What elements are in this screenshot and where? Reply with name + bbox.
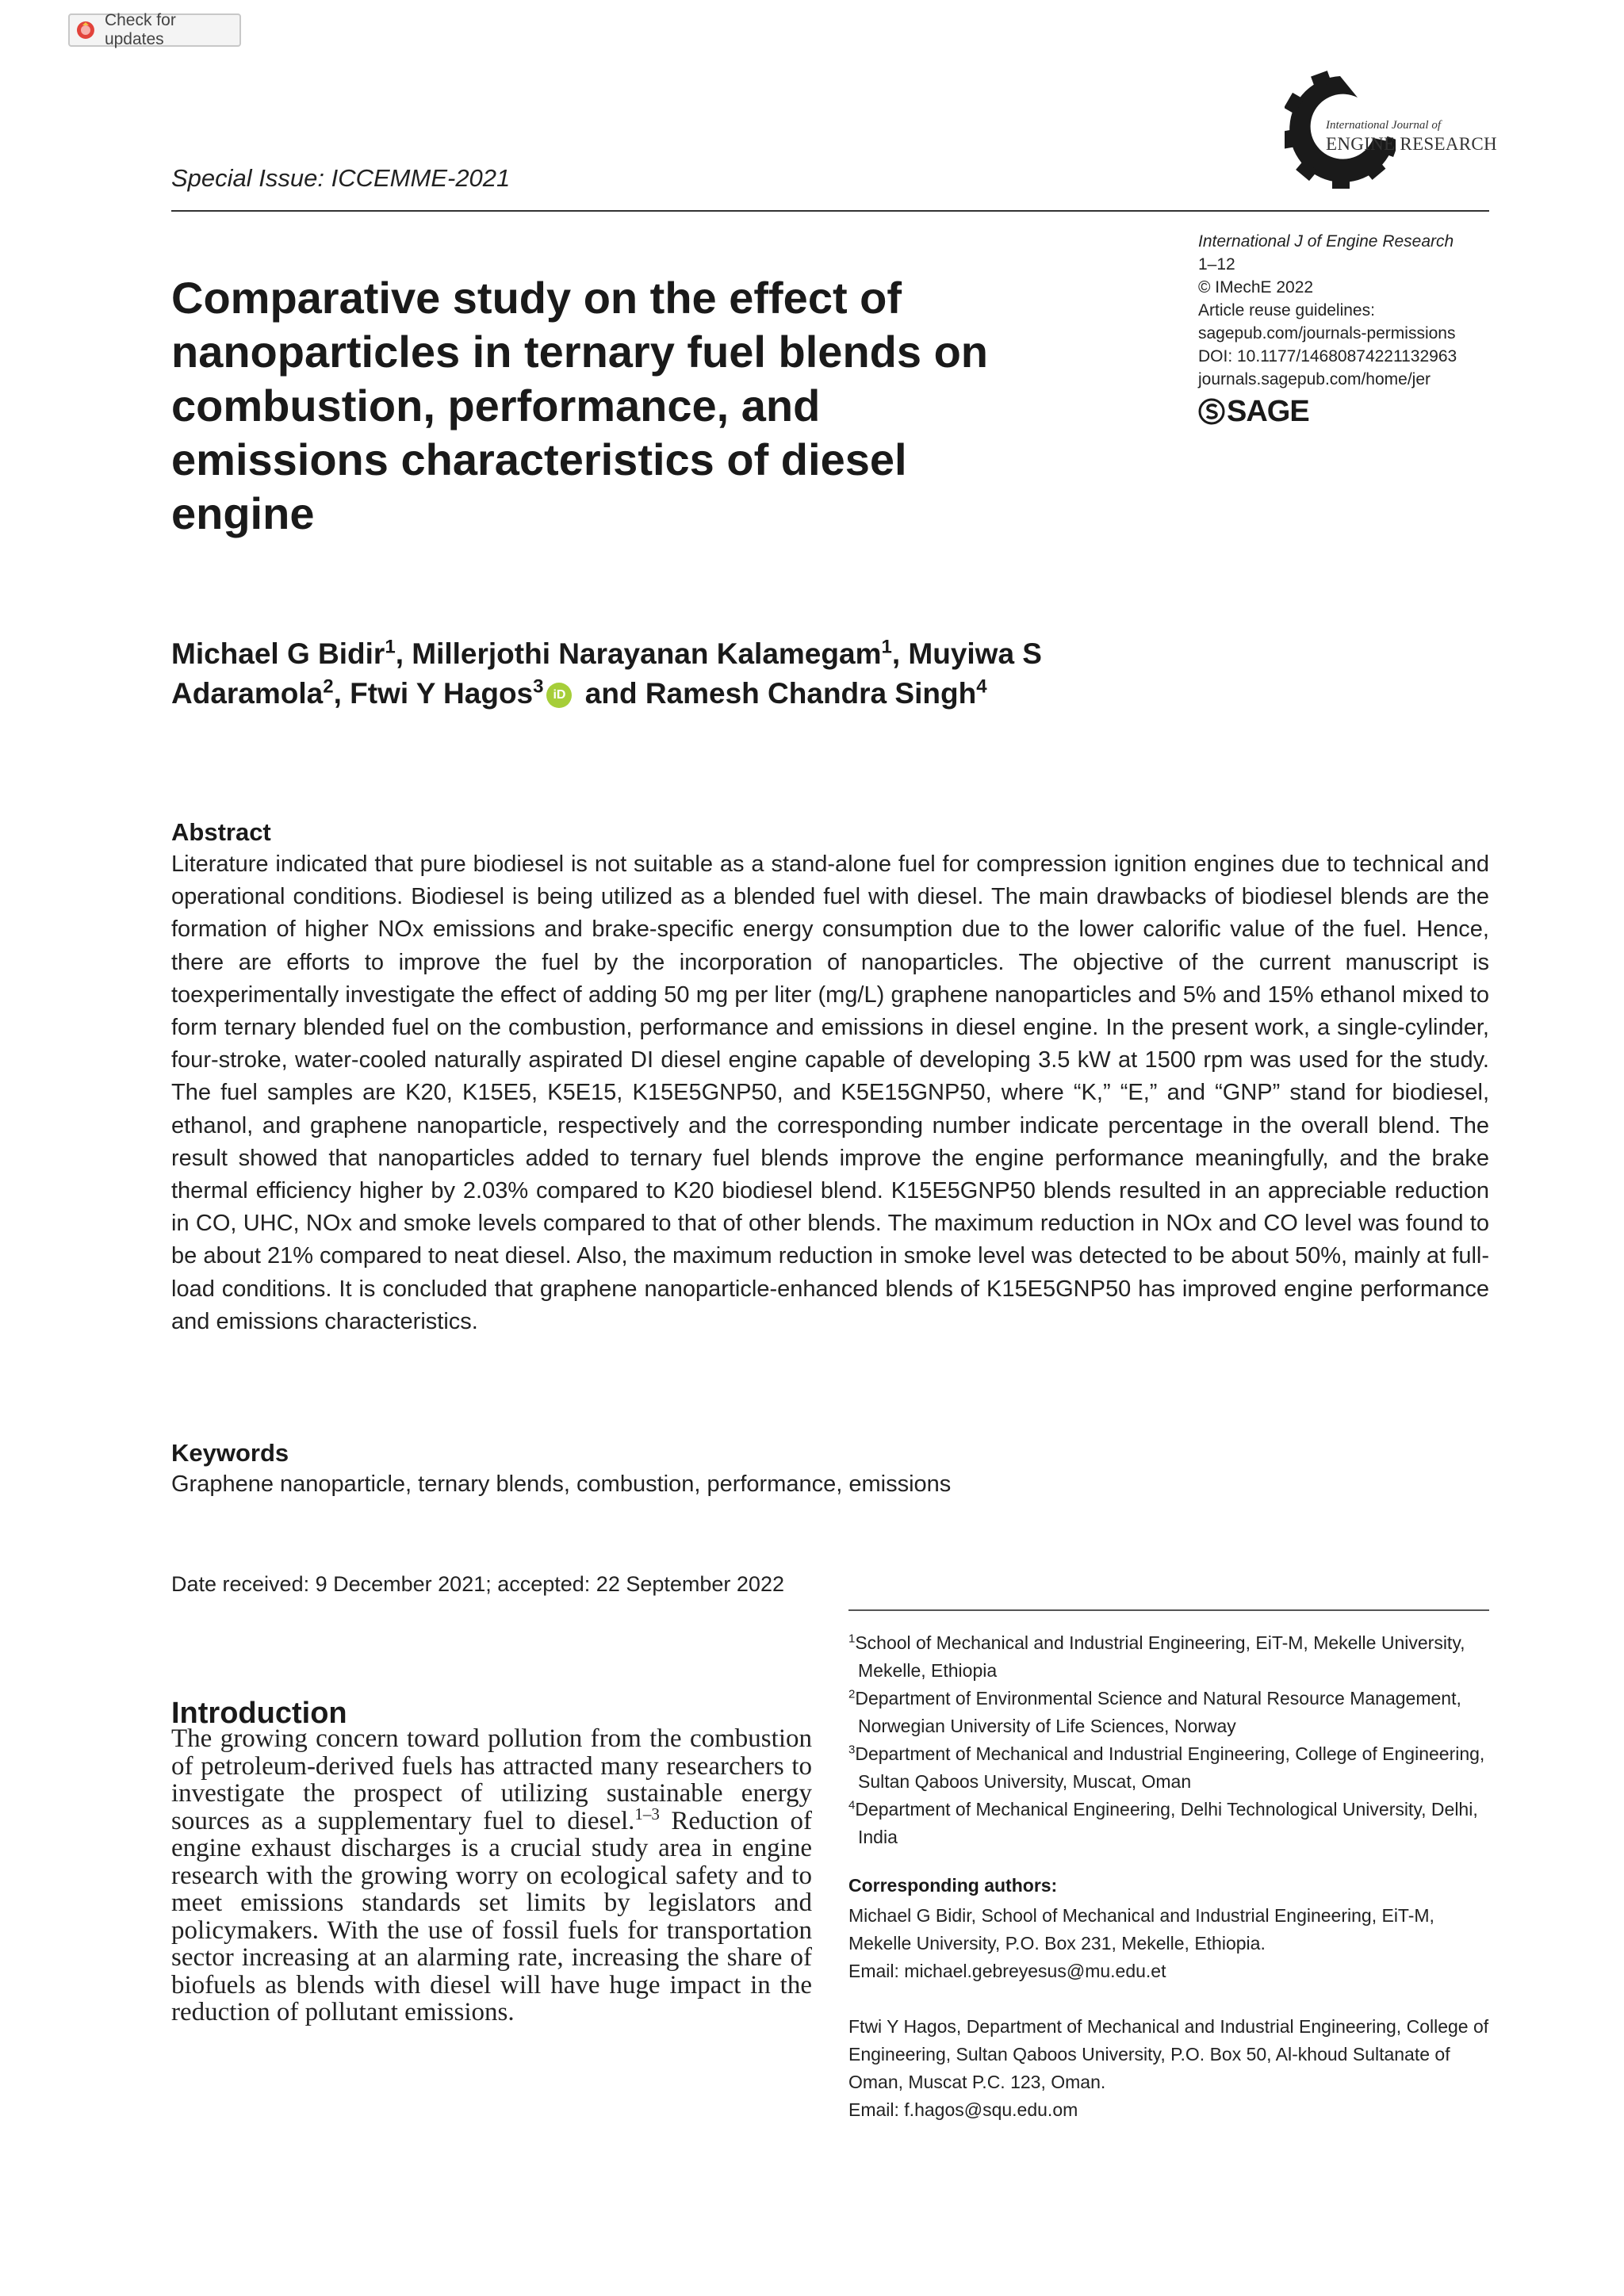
affiliation-text: Department of Environmental Science and Natural Resource Management, Norwegian University of Life Sciences, Norway <box>855 1688 1461 1736</box>
author-affiliation-mark: 2 <box>323 675 334 698</box>
check-for-updates-button[interactable] <box>68 13 241 47</box>
received-accepted-dates: Date received: 9 December 2021; accepted: 22 September 2022 <box>171 1572 784 1596</box>
author-affiliation-mark: 3 <box>533 675 544 698</box>
introduction-text <box>171 1725 812 2026</box>
introduction-text-part: Reduction of engine exhaust discharges is a crucial study area in engine research with the growing worry on ecological safety and to meet emissions standards set limits by legislators and policymakers. With the use of fossil fuels for transportation sector increasing at an alarming rate, increasing the share of biofuels as blends with diesel will have huge impact in the reduction of pollutant emissions. <box>171 1806 812 2026</box>
doi-link[interactable]: DOI: 10.1177/14680874221132963 <box>1198 347 1457 365</box>
author-name: Muyiwa S Adaramola <box>171 637 1042 710</box>
corresponding-authors-heading: Corresponding authors: <box>848 1875 1058 1896</box>
journal-logo <box>1285 70 1497 189</box>
affiliation-item <box>848 1685 1499 1740</box>
affiliation-mark: 3 <box>848 1743 856 1757</box>
author-list: Michael G Bidir$^1$, Millerjothi Narayanan Kalamegam$^1$, Muyiwa S Adaramola$^2$, Ftwi Y Hagos$^3$ iD and Ramesh Chandra Singh$^4$ <box>171 636 1042 710</box>
corresponding-email-link[interactable]: Email: f.hagos@squ.edu.om <box>848 2099 1078 2120</box>
author-name: Michael G Bidir <box>171 637 385 670</box>
sage-s-icon <box>1198 398 1225 425</box>
abstract-text: Literature indicated that pure biodiesel is not suitable as a stand-alone fuel for compression ignition engines due to technical and operational conditions. Biodiesel is being utilized as a blended fuel with diesel. The main drawbacks of biodiesel blends are the formation of higher NOx emissions and brake-specific energy consumption due to the lower calorific value of the fuel. Hence, there are efforts to improve the fuel by the incorporation of nanoparticles. The objective of the current manuscript is toexperimentally investigate the effect of adding 50 mg per liter (mg/L) graphene nanoparticles and 5% and 15% ethanol mixed to form ternary blended fuel on the combustion, performance and emissions in diesel engine. In the present work, a single-cylinder, four-stroke, water-cooled naturally aspirated DI diesel engine capable of developing 3.5 kW at 1500 rpm was used for the study. The fuel samples are K20, K15E5, K5E15, K15E5GNP50, and K5E15GNP50, where “K,” “E,” and “GNP” stand for biodiesel, ethanol, and graphene nanoparticle, respectively and the corresponding number indicate percentage in the overall blend. The result showed that nanoparticles added to ternary fuel blends improve the engine performance meaningfully, and the brake thermal efficiency higher by 2.03% compared to K20 biodiesel blend. K15E5GNP50 blends resulted in an appreciable reduction in CO, UHC, NOx and smoke levels compared to that of other blends. The maximum reduction in NOx and CO level was found to be about 21% compared to neat diesel. Also, the maximum reduction in smoke level was detected to be about 50%, mainly at full-load conditions. It is concluded that graphene nanoparticle-enhanced blends of K15E5GNP50 has improved engine performance and emissions characteristics. <box>171 851 1489 1334</box>
author-name: Ramesh Chandra Singh <box>645 677 977 710</box>
affiliation-item <box>848 1629 1499 1685</box>
author-name: Millerjothi Narayanan Kalamegam <box>412 637 882 670</box>
journal-name: International J of Engine Research <box>1198 232 1454 251</box>
author-name: Ftwi Y Hagos <box>350 677 534 710</box>
citation-reference[interactable]: 1–3 <box>634 1804 660 1823</box>
corresponding-author-1 <box>848 1902 1499 1985</box>
affiliation-item <box>848 1740 1499 1796</box>
copyright: © IMechE 2022 <box>1198 278 1314 297</box>
corresponding-address: Michael G Bidir, School of Mechanical and Industrial Engineering, EiT-M, Mekelle University, P.O. Box 231, Mekelle, Ethiopia. <box>848 1905 1434 1954</box>
page-range: 1–12 <box>1198 255 1235 274</box>
reuse-link[interactable]: sagepub.com/journals-permissions <box>1198 324 1456 342</box>
keywords-text: Graphene nanoparticle, ternary blends, combustion, performance, emissions <box>171 1471 952 1497</box>
orcid-icon[interactable]: iD <box>546 683 572 708</box>
reuse-label: Article reuse guidelines: <box>1198 301 1375 320</box>
corresponding-author-2 <box>848 2013 1499 2124</box>
affiliation-text: Department of Mechanical and Industrial Engineering, College of Engineering, Sultan Qaboos University, Muscat, Oman <box>855 1743 1485 1792</box>
journal-logo-big-text: ENGINE RESEARCH <box>1326 134 1497 154</box>
journal-meta <box>1198 230 1500 391</box>
affiliation-item <box>848 1796 1499 1851</box>
journal-logo-small-text: International Journal of <box>1326 119 1441 132</box>
sage-logo-text: SAGE <box>1227 394 1309 428</box>
keywords-heading: Keywords <box>171 1439 289 1467</box>
authors-joiner: and <box>584 677 638 710</box>
affiliation-text: Department of Mechanical Engineering, Delhi Technological University, Delhi, India <box>855 1799 1478 1847</box>
introduction-heading: Introduction <box>171 1696 347 1730</box>
affiliations-divider <box>848 1609 1489 1611</box>
corresponding-email-link[interactable]: Email: michael.gebreyesus@mu.edu.et <box>848 1961 1166 1981</box>
header-divider <box>171 210 1489 212</box>
affiliation-text: School of Mechanical and Industrial Engineering, EiT-M, Mekelle University, Mekelle, Ethiopia <box>855 1632 1465 1681</box>
author-affiliation-mark: 1 <box>385 636 396 658</box>
special-issue-label: Special Issue: ICCEMME-2021 <box>171 164 511 192</box>
journal-url-link[interactable]: journals.sagepub.com/home/jer <box>1198 370 1431 388</box>
corresponding-address: Ftwi Y Hagos, Department of Mechanical and Industrial Engineering, College of Engineering, Sultan Qaboos University, P.O. Box 50, Al-khoud Sultanate of Oman, Muscat P.C. 123, Oman. <box>848 2016 1489 2092</box>
affiliation-mark: 4 <box>848 1798 856 1812</box>
article-title: Comparative study on the effect of nanoparticles in ternary fuel blends on combustion, performance, and emissions characteristics of diesel engine <box>171 273 988 538</box>
introduction-text-part: The growing concern toward pollution from the combustion of petroleum-derived fuels has attracted many researchers to investigate the prospect of utilizing sustainable energy sources as a supplementary fuel to diesel. <box>171 1724 812 1835</box>
affiliations-list <box>848 1629 1499 1851</box>
check-updates-icon <box>76 21 95 40</box>
abstract-heading: Abstract <box>171 818 271 846</box>
author-affiliation-mark: 1 <box>881 636 892 658</box>
author-affiliation-mark: 4 <box>976 675 987 698</box>
sage-logo <box>1198 395 1309 428</box>
check-updates-label: Check for updates <box>104 11 176 48</box>
affiliation-mark: 1 <box>848 1632 856 1646</box>
affiliation-mark: 2 <box>848 1687 856 1701</box>
